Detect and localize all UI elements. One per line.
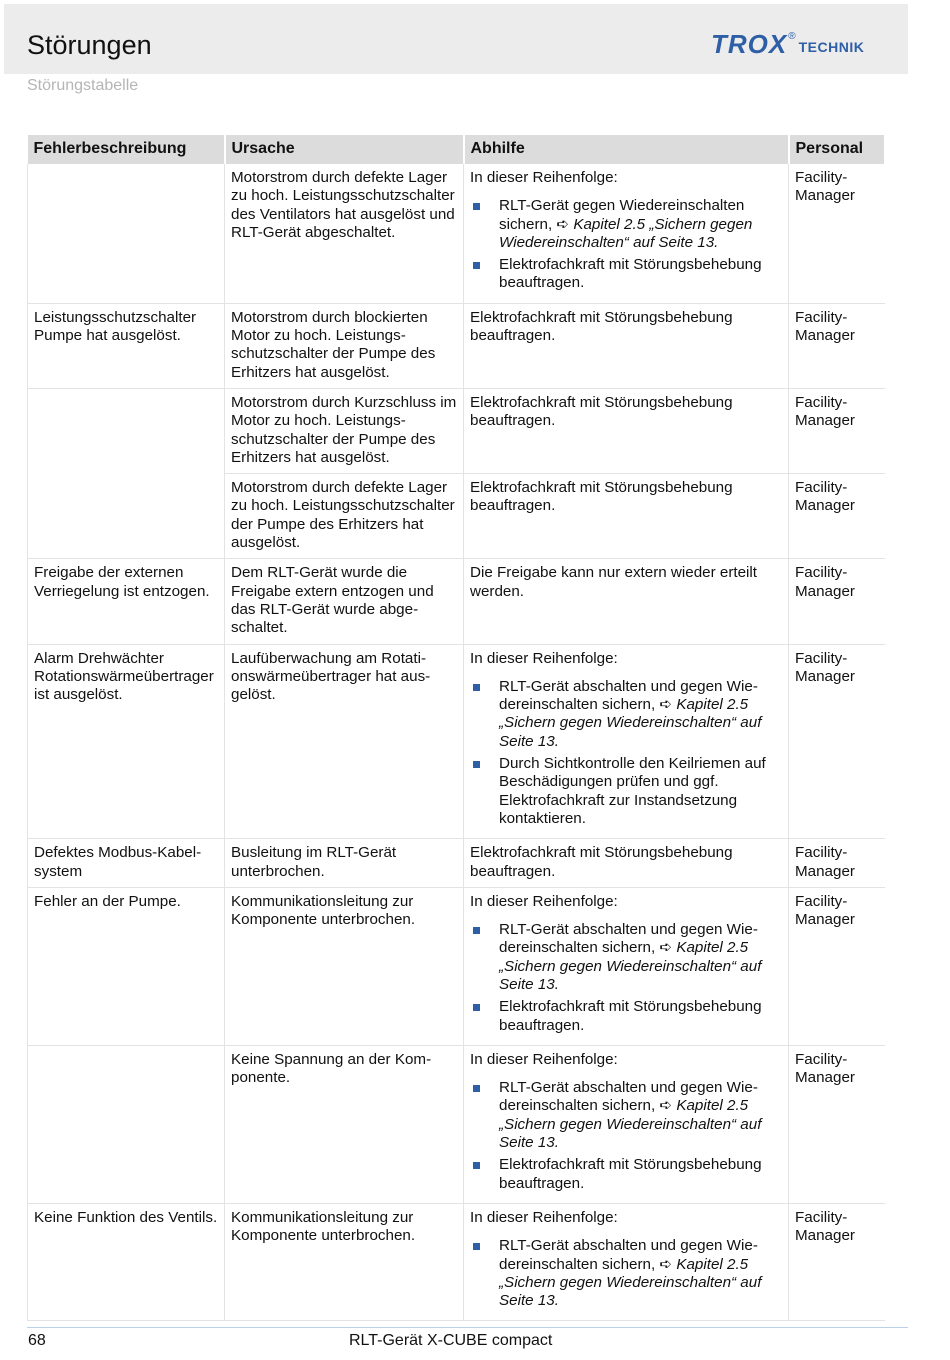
logo-registered-mark: ®: [788, 31, 796, 42]
cell-fault-description: [28, 164, 225, 303]
remedy-step-text: Elektrofachkraft mit Störungsbehebung beauftragen.: [499, 998, 762, 1034]
remedy-step: [470, 1237, 782, 1310]
remedy-lead-text: In dieser Reihenfolge:: [470, 1050, 618, 1068]
remedy-step-text: RLT-Gerät abschalten und gegen Wiedereinschalten sichern,: [499, 921, 758, 957]
cell-remedy: [464, 644, 789, 839]
remedy-step: [470, 921, 782, 994]
remedy-step-list: [470, 678, 782, 828]
cell-personnel: Facility-Manager: [789, 839, 885, 888]
document-title: RLT-Gerät X-CUBE compact: [349, 1332, 553, 1349]
cell-fault-description: Fehler an der Pumpe.: [28, 887, 225, 1045]
cell-cause: Dem RLT-Gerät wurde die Freigabe extern entzogen und das RLT-Gerät wurde abgeschaltet.: [225, 559, 464, 644]
table-row: [28, 559, 885, 644]
chapter-reference-link[interactable]: ➪ Kapitel 2.5 „Sichern gegen Wiedereinschalten“ auf Seite 13.: [499, 696, 762, 750]
footer-divider: [27, 1327, 908, 1328]
table-row: [28, 303, 885, 388]
remedy-lead-text: In dieser Reihenfolge:: [470, 169, 618, 186]
remedy-step: [470, 1079, 782, 1152]
remedy-step-list: [470, 197, 782, 292]
remedy-step-list: [470, 921, 782, 1035]
cell-fault-description: Freigabe der externen Verriegelung ist entzogen.: [28, 559, 225, 644]
cell-remedy: [464, 1045, 789, 1203]
column-header-personnel: Personal: [789, 135, 885, 164]
remedy-step: [470, 197, 782, 252]
cell-remedy: [464, 887, 789, 1045]
cell-personnel: Facility-Manager: [789, 388, 885, 473]
chapter-reference-link[interactable]: ➪ Kapitel 2.5 „Sichern gegen Wiedereinschalten“ auf Seite 13.: [499, 215, 753, 251]
cell-remedy: Elektrofachkraft mit Störungsbehebung beauftragen.: [464, 839, 789, 888]
remedy-step-text: RLT-Gerät abschalten und gegen Wiedereinschalten sichern,: [499, 677, 758, 714]
cell-cause: Motorstrom durch defekte Lager zu hoch. Leistungsschutzschalter der Pumpe des Erhitzers hat ausgelöst.: [225, 474, 464, 559]
cell-remedy: Elektrofachkraft mit Störungsbehebung beauftragen.: [464, 303, 789, 388]
chapter-reference-link[interactable]: ➪ Kapitel 2.5 „Sichern gegen Wiedereinschalten“ auf Seite 13.: [499, 939, 762, 993]
cell-remedy: Elektrofachkraft mit Störungsbehebung beauftragen.: [464, 474, 789, 559]
table-row: [28, 164, 885, 303]
trox-logo: [711, 30, 864, 60]
remedy-step-text: RLT-Gerät gegen Wiedereinschalten sichern,: [499, 197, 745, 233]
remedy-step-list: [470, 1237, 782, 1310]
cell-fault-description: [28, 1045, 225, 1203]
cell-personnel: Facility-Manager: [789, 887, 885, 1045]
cell-remedy: Elektrofachkraft mit Störungsbehebung beauftragen.: [464, 388, 789, 473]
cell-personnel: Facility-Manager: [789, 644, 885, 839]
logo-wordmark: TROX: [711, 29, 788, 59]
table-row: [28, 644, 885, 839]
column-header-cause: Ursache: [225, 135, 464, 164]
cell-cause: Motorstrom durch blockierten Motor zu hoch. Leistungsschutzschalter der Pumpe des Erhitzers hat ausgelöst.: [225, 303, 464, 388]
cell-fault-description: Defektes Modbus-Kabelsystem: [28, 839, 225, 888]
remedy-step-text: Elektrofachkraft mit Störungsbehebung beauftragen.: [499, 256, 762, 292]
table-row: [28, 388, 885, 473]
cell-fault-description: Leistungsschutzschalter Pumpe hat ausgelöst.: [28, 303, 225, 388]
cell-personnel: Facility-Manager: [789, 1203, 885, 1320]
remedy-step: [470, 1156, 782, 1193]
cell-cause: Laufüberwachung am Rotationswärmeübertrager hat ausgelöst.: [225, 644, 464, 839]
table-row: [28, 474, 885, 559]
table-header-row: [28, 135, 885, 164]
remedy-lead-text: In dieser Reihenfolge:: [470, 1208, 618, 1226]
page-subtitle: Störungstabelle: [27, 77, 139, 94]
table-row: [28, 887, 885, 1045]
cell-cause: Motorstrom durch Kurzschluss im Motor zu hoch. Leistungsschutzschalter der Pumpe des Erhitzers hat ausgelöst.: [225, 388, 464, 473]
remedy-step: [470, 998, 782, 1035]
remedy-step-text: Elektrofachkraft mit Störungsbehebung beauftragen.: [499, 1156, 762, 1192]
remedy-lead-text: In dieser Reihenfolge:: [470, 649, 618, 667]
remedy-step-list: [470, 1079, 782, 1193]
cell-personnel: Facility-Manager: [789, 303, 885, 388]
remedy-step: [470, 755, 782, 828]
cell-remedy: Die Freigabe kann nur extern wieder erteilt werden.: [464, 559, 789, 644]
remedy-step-text: RLT-Gerät abschalten und gegen Wiedereinschalten sichern,: [499, 1079, 758, 1115]
remedy-step: [470, 256, 782, 293]
cell-fault-description: Alarm Drehwächter Rotationswärmeübertrager ist ausgelöst.: [28, 644, 225, 839]
table-row: [28, 1045, 885, 1203]
cell-remedy: [464, 164, 789, 303]
cell-fault-description: Keine Funktion des Ventils.: [28, 1203, 225, 1320]
remedy-step-text: Durch Sichtkontrolle den Keilriemen auf Beschädigungen prüfen und ggf. Elektrofachkraft zur Instandsetzung kontaktieren.: [499, 755, 766, 827]
cell-personnel: Facility-Manager: [789, 164, 885, 303]
column-header-remedy: Abhilfe: [464, 135, 789, 164]
chapter-reference-link[interactable]: ➪ Kapitel 2.5 „Sichern gegen Wiedereinschalten“ auf Seite 13.: [499, 1255, 762, 1310]
cell-personnel: Facility-Manager: [789, 1045, 885, 1203]
column-header-fault: Fehlerbeschreibung: [28, 135, 225, 164]
chapter-reference-link[interactable]: ➪ Kapitel 2.5 „Sichern gegen Wiedereinschalten“ auf Seite 13.: [499, 1097, 762, 1152]
remedy-lead-text: In dieser Reihenfolge:: [470, 892, 618, 910]
cell-cause: Kommunikationsleitung zur Komponente unterbrochen.: [225, 887, 464, 1045]
cell-fault-description: [28, 388, 225, 473]
cell-cause: Keine Spannung an der Komponente.: [225, 1045, 464, 1203]
fault-table: [27, 135, 886, 1321]
cell-personnel: Facility-Manager: [789, 559, 885, 644]
cell-fault-description: [28, 474, 225, 559]
logo-subtext: TECHNIK: [798, 39, 865, 55]
table-row: [28, 1203, 885, 1320]
cell-cause: Kommunikationsleitung zur Komponente unterbrochen.: [225, 1203, 464, 1320]
cell-cause: Motorstrom durch defekte Lager zu hoch. Leistungsschutzschalter des Ventilators hat ausgelöst und RLT-Gerät abgeschaltet.: [225, 164, 464, 303]
page-title: Störungen: [27, 30, 152, 60]
remedy-step-text: RLT-Gerät abschalten und gegen Wiedereinschalten sichern,: [499, 1237, 758, 1273]
page-number: 68: [28, 1332, 46, 1349]
fault-table-body: [28, 164, 885, 1321]
cell-personnel: Facility-Manager: [789, 474, 885, 559]
cell-cause: Busleitung im RLT-Gerät unterbrochen.: [225, 839, 464, 888]
cell-remedy: [464, 1203, 789, 1320]
remedy-step: [470, 678, 782, 751]
table-row: [28, 839, 885, 888]
